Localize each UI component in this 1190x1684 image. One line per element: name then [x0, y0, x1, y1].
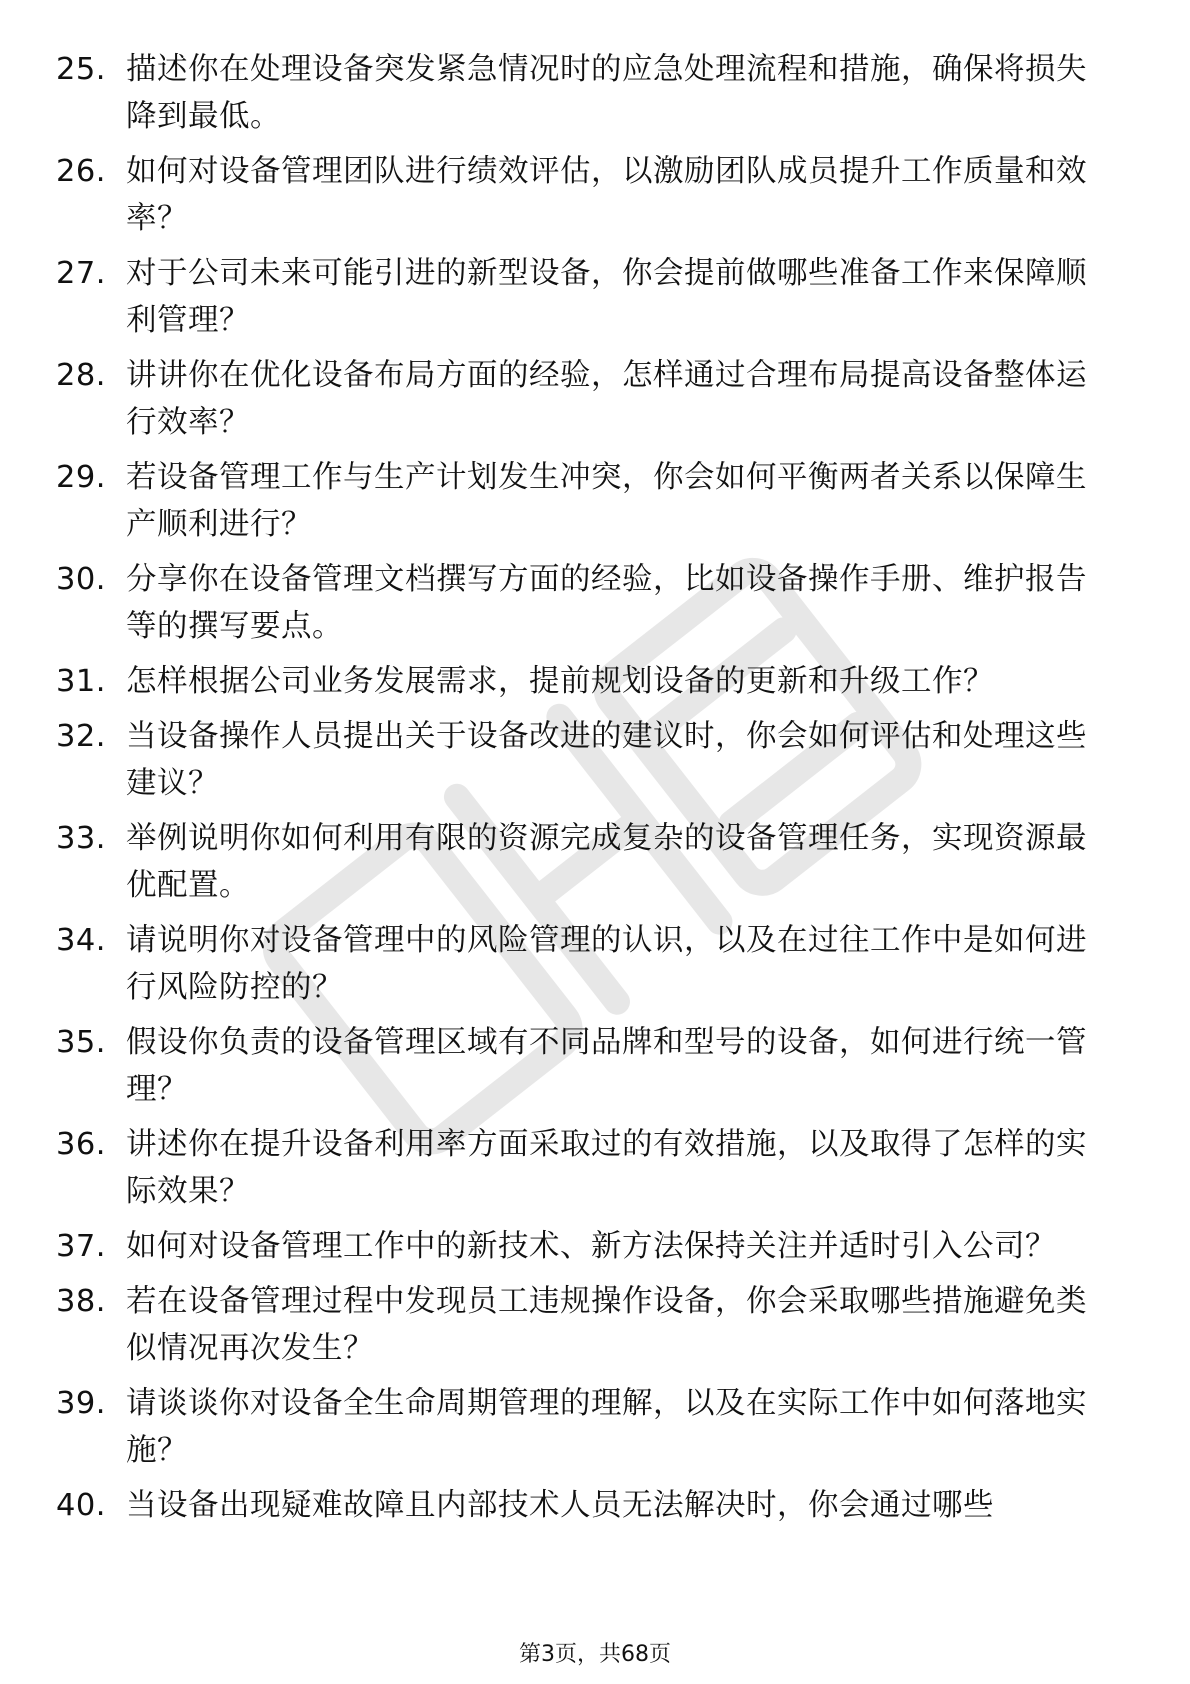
question-item	[56, 148, 1106, 242]
page-footer	[0, 1640, 1190, 1670]
question-text: 如何对设备管理团队进行绩效评估，以激励团队成员提升工作质量和效率？	[126, 154, 1087, 236]
question-text: 讲述你在提升设备利用率方面采取过的有效措施，以及取得了怎样的实际效果？	[126, 1127, 1087, 1209]
page-number-label: 第3页，共68页	[519, 1642, 671, 1667]
question-number: 31.	[56, 664, 107, 699]
question-number: 34.	[56, 923, 107, 958]
question-text: 对于公司未来可能引进的新型设备，你会提前做哪些准备工作来保障顺利管理？	[126, 256, 1087, 338]
question-number: 35.	[56, 1025, 107, 1060]
question-item	[56, 1121, 1106, 1215]
question-item	[56, 658, 1106, 705]
question-item	[56, 1482, 1106, 1529]
question-text: 如何对设备管理工作中的新技术、新方法保持关注并适时引入公司？	[126, 1229, 1056, 1264]
question-item	[56, 352, 1106, 446]
question-number: 27.	[56, 256, 107, 291]
question-number: 39.	[56, 1386, 107, 1421]
question-number: 40.	[56, 1488, 107, 1523]
question-item	[56, 1223, 1106, 1270]
question-number: 30.	[56, 562, 107, 597]
question-text: 举例说明你如何利用有限的资源完成复杂的设备管理任务，实现资源最优配置。	[126, 821, 1087, 903]
question-text: 若在设备管理过程中发现员工违规操作设备，你会采取哪些措施避免类似情况再次发生？	[126, 1284, 1087, 1366]
question-number: 38.	[56, 1284, 107, 1319]
question-item	[56, 454, 1106, 548]
question-number: 25.	[56, 52, 107, 87]
question-item	[56, 46, 1106, 140]
question-number: 32.	[56, 719, 107, 754]
question-text: 描述你在处理设备突发紧急情况时的应急处理流程和措施，确保将损失降到最低。	[126, 52, 1087, 134]
question-text: 怎样根据公司业务发展需求，提前规划设备的更新和升级工作？	[126, 664, 994, 699]
question-number: 26.	[56, 154, 107, 189]
question-item	[56, 556, 1106, 650]
question-text: 讲讲你在优化设备布局方面的经验，怎样通过合理布局提高设备整体运行效率？	[126, 358, 1087, 440]
question-text: 分享你在设备管理文档撰写方面的经验，比如设备操作手册、维护报告等的撰写要点。	[126, 562, 1087, 644]
question-text: 当设备操作人员提出关于设备改进的建议时，你会如何评估和处理这些建议？	[126, 719, 1087, 801]
question-text: 当设备出现疑难故障且内部技术人员无法解决时，你会通过哪些	[126, 1488, 994, 1523]
question-number: 36.	[56, 1127, 107, 1162]
question-item	[56, 917, 1106, 1011]
question-item	[56, 1019, 1106, 1113]
question-number: 33.	[56, 821, 107, 856]
question-list	[56, 46, 1106, 1537]
question-number: 29.	[56, 460, 107, 495]
question-item	[56, 250, 1106, 344]
question-item	[56, 713, 1106, 807]
question-number: 37.	[56, 1229, 107, 1264]
question-item	[56, 1380, 1106, 1474]
question-text: 请谈谈你对设备全生命周期管理的理解，以及在实际工作中如何落地实施？	[126, 1386, 1087, 1468]
question-text: 假设你负责的设备管理区域有不同品牌和型号的设备，如何进行统一管理？	[126, 1025, 1087, 1107]
question-item	[56, 1278, 1106, 1372]
question-text: 若设备管理工作与生产计划发生冲突，你会如何平衡两者关系以保障生产顺利进行？	[126, 460, 1087, 542]
question-item	[56, 815, 1106, 909]
question-text: 请说明你对设备管理中的风险管理的认识，以及在过往工作中是如何进行风险防控的？	[126, 923, 1087, 1005]
question-number: 28.	[56, 358, 107, 393]
